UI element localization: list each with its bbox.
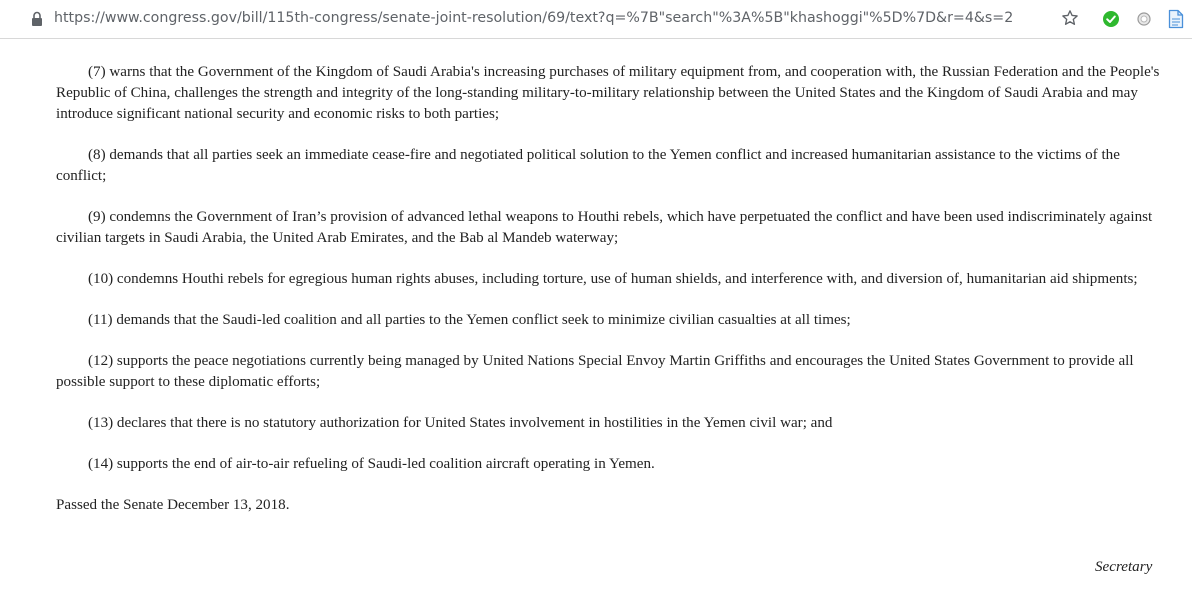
- resolution-clause-11: (11) demands that the Saudi-led coalition and all parties to the Yemen conflict seek to minimize civilian casualties at all times;: [88, 312, 851, 328]
- back-icon[interactable]: [0, 9, 9, 27]
- resolution-clause-10: (10) condemns Houthi rebels for egregious human rights abuses, including torture, use of human shields, and interference with, and diversion of, humanitarian aid shipments;: [88, 271, 1138, 287]
- address-bar-url[interactable]: https://www.congress.gov/bill/115th-congress/senate-joint-resolution/69/text?q=%7B"search"%3A%5B"khashoggi"%5D%7D&r=4&s=2: [54, 10, 1014, 26]
- document-extension-icon[interactable]: [1168, 9, 1184, 29]
- resolution-clause-12: (12) supports the peace negotiations currently being managed by United Nations Special Envoy Martin Griffiths and encourages the United States Government to provide all possible support to these diplomatic efforts;: [56, 353, 1134, 390]
- passed-senate-statement: Passed the Senate December 13, 2018.: [56, 497, 290, 513]
- resolution-clause-13: (13) declares that there is no statutory authorization for United States involvement in hostilities in the Yemen civil war; and: [88, 415, 833, 431]
- resolution-clause-9: (9) condemns the Government of Iran’s provision of advanced lethal weapons to Houthi rebels, which have perpetuated the conflict and have been used indiscriminately against civilian targets in Saudi Arabia, the United Arab Emirates, and the Bab al Mandeb waterway;: [56, 209, 1153, 246]
- secretary-signature-line: Secretary: [1095, 559, 1153, 575]
- star-icon[interactable]: [1061, 9, 1079, 27]
- resolution-clause-7: (7) warns that the Government of the Kingdom of Saudi Arabia's increasing purchases of military equipment from, and cooperation with, the Russian Federation and the People's Republic of China, challenges the strength and integrity of the long-standing military-to-military relationship between the United States and the Kingdom of Saudi Arabia and may introduce significant national security and economic risks to both parties;: [56, 64, 1160, 122]
- browser-toolbar: [0, 0, 1192, 39]
- check-extension-icon[interactable]: [1103, 11, 1119, 27]
- resolution-clause-8: (8) demands that all parties seek an immediate cease-fire and negotiated political solution to the Yemen conflict and increased humanitarian assistance to the victims of the conflict;: [56, 147, 1120, 184]
- resolution-clause-14: (14) supports the end of air-to-air refueling of Saudi-led coalition aircraft operating in Yemen.: [88, 456, 655, 472]
- bill-text: [56, 62, 1164, 516]
- lock-icon[interactable]: [31, 11, 43, 27]
- circle-extension-icon[interactable]: [1137, 12, 1151, 26]
